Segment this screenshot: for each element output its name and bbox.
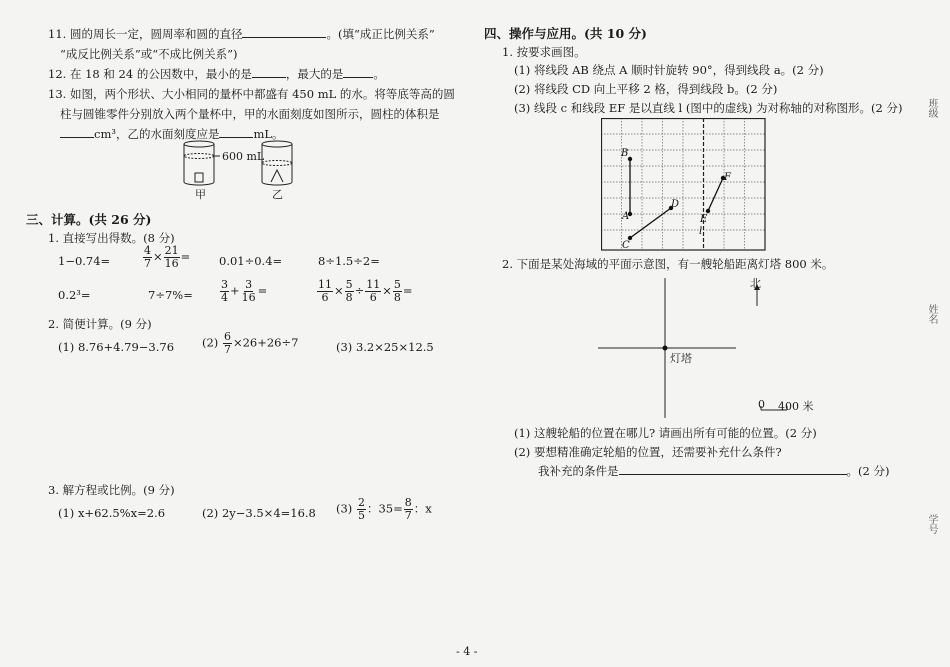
q12 — [48, 66, 385, 82]
q12-text-c: 。 — [373, 67, 385, 81]
fraction — [164, 245, 180, 270]
q11-answer-blank[interactable] — [242, 37, 326, 38]
equals: = — [402, 283, 413, 298]
numerator: 6 — [223, 330, 231, 343]
segment-cd — [630, 208, 671, 238]
fraction — [393, 279, 402, 304]
fraction — [143, 245, 152, 270]
denominator: 7 — [223, 343, 231, 356]
numerator: 11 — [318, 278, 332, 291]
r-q2-s3: 我补充的条件是 — [538, 464, 619, 478]
calc-1-1: 1−0.74= — [58, 254, 111, 268]
calc-2-4: $\frac{11}{6}$ × $\frac{5}{8}$ ÷ $\frac{11}{6}$ × $\frac{5}{8}$ = — [318, 278, 413, 304]
denominator: 8 — [345, 291, 353, 304]
denominator: 5 — [357, 509, 365, 522]
fraction — [365, 279, 381, 304]
numerator: 8 — [404, 496, 412, 509]
label-d: D — [671, 199, 680, 210]
scale-label: 400 米 — [778, 400, 814, 413]
equation-3 — [336, 497, 432, 522]
numerator: 3 — [221, 278, 228, 291]
cup-jia-label: 甲 — [195, 188, 206, 201]
simplify-2 — [202, 331, 298, 356]
r-q1-c: (3) 线段 c 和线段 EF 是以直线 l (图中的虚线) 为对称轴的对称图形。(2 分) — [514, 101, 903, 115]
denominator: 4 — [221, 291, 228, 304]
r-q2-s1: (1) 这艘轮船的位置在哪儿? 请画出所有可能的位置。(2 分) — [514, 426, 817, 440]
numerator: 3 — [245, 278, 253, 291]
label-f: F — [724, 172, 731, 183]
equals: = — [257, 283, 268, 298]
r-q1-a: (1) 将线段 AB 绕点 A 顺时针旋转 90°，得到线段 a。(2 分) — [514, 63, 824, 77]
calc-2-1: 0.2³= — [58, 288, 91, 302]
numerator: 4 — [144, 244, 151, 257]
q13-text-c: cm³，乙的水面刻度应是 — [94, 127, 220, 141]
fraction — [317, 279, 333, 304]
denominator: 16 — [241, 291, 256, 304]
calc-2-3: $\frac{3}{4}$ + $\frac{3}{16}$ = — [221, 278, 268, 304]
simplify-1: (1) 8.76+4.79−3.76 — [58, 340, 175, 354]
section4-title: 四、操作与应用。(共 10 分) — [484, 26, 647, 41]
expression: ：35= — [366, 501, 403, 516]
q13-line2: 柱与圆锥零件分别放入两个量杯中，甲的水面刻度如图所示，圆柱的体积是 — [60, 107, 440, 121]
p3-title: 3. 解方程或比例。(9 分) — [48, 483, 175, 497]
calc-1-4: 8÷1.5÷2= — [318, 254, 380, 268]
q12-text-b: ，最大的是 — [285, 67, 344, 81]
r-q1-title: 1. 按要求画图。 — [502, 45, 586, 59]
label-e: E — [700, 214, 708, 225]
grid-figure — [601, 118, 767, 252]
item-number: (3) — [336, 501, 353, 516]
page-number: - 4 - — [456, 645, 478, 658]
label-a: A — [622, 211, 630, 222]
simplify-3: (3) 3.2×25×12.5 — [336, 340, 434, 354]
cup-jia — [184, 141, 214, 185]
margin-name-label: 姓名 — [926, 304, 937, 324]
equation-1: (1) x+62.5%x=2.6 — [58, 506, 166, 520]
condition-answer-blank[interactable] — [619, 474, 847, 475]
label-c: C — [622, 240, 630, 251]
cup-yi-label: 乙 — [272, 188, 283, 201]
expression: ×26+26÷7 — [232, 335, 299, 350]
numerator: 5 — [393, 278, 401, 291]
calc-1-3: 0.01÷0.4= — [219, 254, 283, 268]
q11-line2: “成反比例关系”或“不成比例关系”) — [60, 47, 238, 61]
calc-1-2: $\frac{4}{7}$ × $\frac{21}{16}$ = — [144, 244, 191, 270]
section3-title: 三、计算。(共 26 分) — [26, 212, 152, 227]
scale-zero: 0 — [758, 398, 765, 411]
q11-text-a: 11. 圆的周长一定，圆周率和圆的直径 — [48, 27, 243, 41]
label-b: B — [621, 148, 629, 159]
fraction — [345, 279, 354, 304]
fraction — [404, 497, 413, 522]
q12-text-a: 12. 在 18 和 24 的公因数中，最小的是 — [48, 67, 252, 81]
r-q2-title: 2. 下面是某处海域的平面示意图，有一艘轮船距离灯塔 800 米。 — [502, 257, 834, 271]
denominator: 6 — [369, 291, 377, 304]
equals: = — [180, 249, 191, 264]
fraction — [223, 331, 232, 356]
r-q1-b: (2) 将线段 CD 向上平移 2 格，得到线段 b。(2 分) — [514, 82, 778, 96]
q11-text-b: 。(填“成正比例关系” — [326, 27, 435, 41]
numerator: 21 — [164, 244, 179, 257]
fraction — [241, 279, 257, 304]
north-label: 北 — [750, 277, 761, 290]
margin-class-label: 班级 — [926, 98, 937, 118]
segment-ef — [708, 178, 723, 211]
cup-yi — [262, 141, 292, 185]
lighthouse-point — [663, 346, 668, 351]
point-e — [706, 209, 710, 213]
r-q2-s2: (2) 要想精准确定轮船的位置，还需要补充什么条件? — [514, 445, 782, 459]
fraction — [220, 279, 229, 304]
equation-2: (2) 2y−3.5×4=16.8 — [202, 506, 316, 520]
margin-id-label: 学号 — [926, 514, 937, 534]
denominator: 7 — [404, 509, 412, 522]
q13-line1: 13. 如图，两个形状、大小相同的量杯中都盛有 450 mL 的水。将等底等高的圆 — [48, 87, 455, 101]
p1-title: 1. 直接写出得数。(8 分) — [48, 231, 175, 245]
denominator: 8 — [393, 291, 401, 304]
calc-2-2: 7÷7%= — [148, 288, 193, 302]
grid-lines — [601, 118, 765, 250]
r-q2-s4: 。(2 分) — [846, 464, 890, 478]
label-l: l — [699, 226, 703, 237]
fraction — [357, 497, 366, 522]
p2-title: 2. 简便计算。(9 分) — [48, 317, 152, 331]
expression: ：x — [413, 501, 432, 516]
numerator: 5 — [345, 278, 353, 291]
point-b — [628, 157, 632, 161]
denominator: 7 — [144, 257, 151, 270]
q12-blank-max[interactable] — [343, 77, 373, 78]
denominator: 6 — [321, 291, 329, 304]
q11-line1 — [48, 26, 435, 42]
q13-blank-volume[interactable] — [60, 137, 94, 138]
item-number: (2) — [202, 335, 219, 350]
lighthouse-label: 灯塔 — [670, 352, 692, 365]
q12-blank-min[interactable] — [252, 77, 286, 78]
denominator: 16 — [164, 257, 179, 270]
q13-text-d: mL。 — [253, 127, 284, 141]
numerator: 11 — [366, 278, 381, 291]
cup-scale-label: 600 mL — [222, 150, 265, 163]
r-q2-s3-line — [538, 463, 889, 479]
numerator: 2 — [357, 496, 365, 509]
